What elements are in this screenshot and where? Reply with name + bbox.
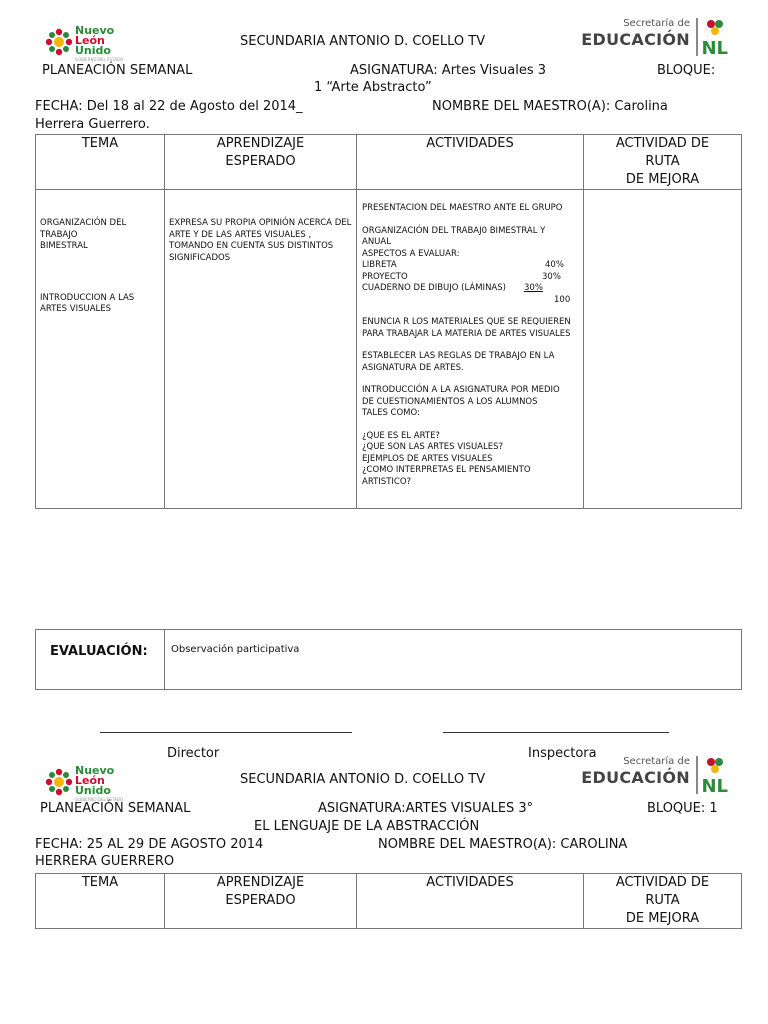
sep-secretaria-text: Secretaría de bbox=[623, 756, 690, 767]
sep-logo bbox=[581, 18, 730, 60]
actividades-cell: PRESENTACION DEL MAESTRO ANTE EL GRUPO ORGANIZACIÓN DEL TRABAJ0 BIMESTRAL Y ANUAL ASPECTOS A EVALUAR: LIBRETA 40% PROYECTO 30% CUADERNO DE DIBUJO (LÁMINAS) 30% 100 ENUNCIA R LOS MATERIALES QUE SE REQUIEREN PARA TRABAJAR LA MATERIA DE ARTES VISUALES ESTABLECER LAS REGLAS DE TRABAJO EN LA ASIGNATURA DE ARTES. INTRODUCCIÓN A LA ASIGNATURA POR MEDIO DE CUESTIONAMIENTOS A LOS ALUMNOS TALES COMO: ¿QUE ES EL ARTE? ¿QUE SON LAS ARTES VISUALES? EJEMPLOS DE ARTES VISUALES ¿COMO INTERPRETAS EL PENSAMIENTO ARTISTICO? bbox=[357, 190, 584, 509]
header-aprendizaje: APRENDIZAJE ESPERADO bbox=[165, 135, 357, 190]
logo-text-leon: León bbox=[75, 774, 105, 787]
sep-educacion-text: EDUCACIÓN bbox=[581, 30, 690, 49]
aprendizaje-cell: EXPRESA SU PROPIA OPINIÓN ACERCA DEL ARTE Y DE LAS ARTES VISUALES , TOMANDO EN CUENTA SUS DISTINTOS SIGNIFICADOS bbox=[165, 190, 357, 509]
director-signature-line bbox=[100, 732, 352, 733]
logo-tagline: GOBIERNO DEL ESTADO bbox=[75, 797, 124, 802]
evaluation-label: EVALUACIÓN: bbox=[36, 630, 165, 690]
nuevo-leon-logo-2 bbox=[45, 766, 135, 802]
evaluation-table bbox=[35, 629, 742, 690]
logo-text-unido: Unido bbox=[75, 44, 111, 57]
sep-educacion-text: EDUCACIÓN bbox=[581, 768, 690, 787]
director-label: Director bbox=[167, 746, 220, 761]
school-name: SECUNDARIA ANTONIO D. COELLO TV bbox=[240, 34, 486, 49]
sep-secretaria-text: Secretaría de bbox=[623, 18, 690, 29]
subject: ASIGNATURA: Artes Visuales 3 bbox=[350, 63, 547, 78]
planning-table-2 bbox=[35, 873, 742, 929]
header-actividades: ACTIVIDADES bbox=[357, 874, 584, 929]
teacher-name: NOMBRE DEL MAESTRO(A): Carolina bbox=[432, 99, 668, 114]
header-aprendizaje: APRENDIZAJE ESPERADO bbox=[165, 874, 357, 929]
tema-cell: ORGANIZACIÓN DEL TRABAJO BIMESTRAL INTRODUCCION A LAS ARTES VISUALES bbox=[36, 190, 165, 509]
planning-table bbox=[35, 134, 742, 509]
school-name-2: SECUNDARIA ANTONIO D. COELLO TV bbox=[240, 772, 486, 787]
block-value: 1 “Arte Abstracto” bbox=[314, 80, 432, 95]
block-label: BLOQUE: bbox=[657, 63, 716, 78]
header-actividades: ACTIVIDADES bbox=[357, 135, 584, 190]
nuevo-leon-emblem-icon bbox=[45, 28, 73, 56]
date-2: FECHA: 25 AL 29 DE AGOSTO 2014 bbox=[35, 837, 264, 852]
date: FECHA: Del 18 al 22 de Agosto del 2014_ bbox=[35, 99, 303, 114]
block-title-2: EL LENGUAJE DE LA ABSTRACCIÓN bbox=[254, 819, 480, 834]
sep-divider bbox=[696, 18, 698, 56]
ruta-mejora-cell bbox=[584, 190, 742, 509]
logo-tagline: GOBIERNO DEL ESTADO bbox=[75, 57, 124, 62]
teacher-name-cont: Herrera Guerrero. bbox=[35, 117, 150, 132]
sep-emblem-icon bbox=[704, 756, 726, 776]
header-ruta-mejora: ACTIVIDAD DE RUTA DE MEJORA bbox=[584, 135, 742, 190]
block-2: BLOQUE: 1 bbox=[647, 801, 718, 816]
sep-nl-text: NL bbox=[701, 776, 728, 797]
sep-nl-text: NL bbox=[701, 38, 728, 59]
logo-text-unido: Unido bbox=[75, 784, 111, 797]
plan-label-2: PLANEACIÓN SEMANAL bbox=[40, 801, 191, 816]
nuevo-leon-emblem-icon bbox=[45, 768, 73, 796]
logo-text-nuevo: Nuevo bbox=[75, 24, 115, 37]
subject-2: ASIGNATURA:ARTES VISUALES 3° bbox=[318, 801, 534, 816]
logo-text-leon: León bbox=[75, 34, 105, 47]
sep-divider bbox=[696, 756, 698, 794]
evaluation-value: Observación participativa bbox=[165, 630, 742, 690]
header-tema: TEMA bbox=[36, 874, 165, 929]
inspectora-signature-line bbox=[443, 732, 669, 733]
sep-emblem-icon bbox=[704, 18, 726, 38]
teacher-name-2: NOMBRE DEL MAESTRO(A): CAROLINA bbox=[378, 837, 628, 852]
header-tema: TEMA bbox=[36, 135, 165, 190]
sep-logo-2 bbox=[581, 756, 730, 798]
teacher-name-cont-2: HERRERA GUERRERO bbox=[35, 854, 175, 869]
header-ruta-mejora: ACTIVIDAD DE RUTA DE MEJORA bbox=[584, 874, 742, 929]
plan-label: PLANEACIÓN SEMANAL bbox=[42, 63, 193, 78]
logo-text-nuevo: Nuevo bbox=[75, 764, 115, 777]
nuevo-leon-logo bbox=[45, 26, 135, 62]
inspectora-label: Inspectora bbox=[528, 746, 597, 761]
